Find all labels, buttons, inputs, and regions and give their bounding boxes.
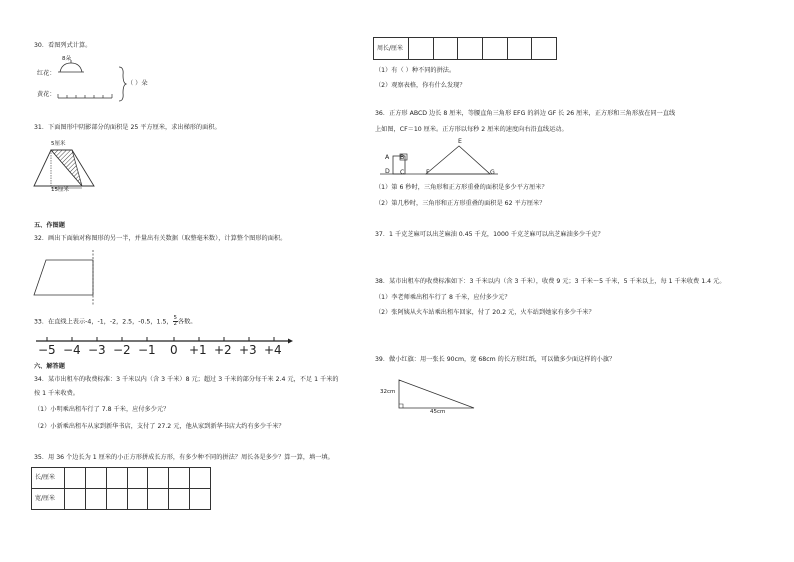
q30-yellow-label: 黄花： xyxy=(37,91,56,98)
q33-text xyxy=(34,316,196,327)
q36-label-g: G xyxy=(490,169,495,176)
q38-line1: 38．某市出租车的收费标准如下：3 千米以内（含 3 千米），收费 9 元；3 千米～5 千米，5 千米以上，每 1 千米收费 1.4 元。 xyxy=(375,278,726,285)
q35-cell[interactable] xyxy=(190,468,211,489)
q31-bottom-dim: 15厘米 xyxy=(51,187,69,193)
q36-sub1: （1）第 6 秒时，三角形和正方形重叠的面积是多少平方厘米？ xyxy=(375,184,548,191)
q31-title: 31．下面图形中阴影部分的面积是 25 平方厘米，求出梯形的面积。 xyxy=(34,124,221,131)
q36-line1: 36．正方形 ABCD 边长 8 厘米，等腰直角三角形 EFG 的斜边 GF 长 26 厘米，正方形和三角形放在同一直线 xyxy=(375,110,676,117)
q30-red-label: 红花： xyxy=(37,70,56,77)
section-6-heading: 六、解答题 xyxy=(34,363,65,370)
q34-sub2: （2）小新乘出租车从家到新华书店，支付了 27.2 元，他从家到新华书店大约有多少千米？ xyxy=(34,423,285,430)
q35-cell[interactable] xyxy=(148,468,169,489)
q32-half-figure xyxy=(30,250,100,308)
q30-title: 30．看图列式计算。 xyxy=(34,42,92,49)
perimeter-cell[interactable] xyxy=(482,38,507,60)
q33-frac-den: 2 xyxy=(173,321,177,328)
perimeter-row-header: 周长/厘米 xyxy=(374,38,409,60)
q38-sub2: （2）张阿姨从火车站乘出租车回家，付了 20.2 元，火车站到她家有多少千米？ xyxy=(375,309,595,316)
q36-line2: 上如图，CF＝10 厘米。正方形以每秒 2 厘米的速度向右沿直线运动。 xyxy=(375,126,568,133)
q35-cell[interactable] xyxy=(169,489,190,510)
q36-figure xyxy=(380,144,500,178)
q36-label-b: B xyxy=(400,154,405,161)
q33-frac-num: 5 xyxy=(173,315,177,321)
q32-text: 32．画出下面轴对称图形的另一半，并量出有关数据（取整毫米数），计算整个图形的面积。 xyxy=(34,235,287,242)
q39-base-label: 45cm xyxy=(430,409,446,415)
q36-label-e: E xyxy=(458,138,462,145)
q35-row-length-header: 长/厘米 xyxy=(32,468,65,489)
perimeter-cell[interactable] xyxy=(433,38,458,60)
q33-label-m5: −5 xyxy=(38,343,56,357)
q35-cell[interactable] xyxy=(65,489,86,510)
q35-cell[interactable] xyxy=(65,468,86,489)
q35-table xyxy=(31,467,211,510)
q33-label-m2: −2 xyxy=(113,343,131,357)
q33-label-m3: −3 xyxy=(88,343,106,357)
q33-label-p4: +4 xyxy=(264,343,282,357)
q35-cell[interactable] xyxy=(85,489,106,510)
q31-top-dim: 5厘米 xyxy=(51,141,66,147)
q36-label-c: C xyxy=(400,169,405,176)
q35-cell[interactable] xyxy=(190,489,211,510)
q35-cell[interactable] xyxy=(85,468,106,489)
perimeter-table xyxy=(373,37,557,60)
q34-line1: 34．某市出租车的收费标准：3 千米以内（含 3 千米）8 元；超过 3 千米的部分每千米 2.4 元，不足 1 千米的 xyxy=(34,376,339,383)
q30-top-note: 8朵 xyxy=(62,56,71,62)
q35-sub2: （2）观察表格，你有什么发现？ xyxy=(375,82,466,89)
q33-label-m1: −1 xyxy=(138,343,156,357)
q34-line2: 按 1 千米收费。 xyxy=(34,390,79,397)
q34-sub1: （1）小明乘出租车行了 7.8 千米，应付多少元？ xyxy=(34,406,170,413)
section-5-heading: 五、作图题 xyxy=(34,222,65,229)
q39-side-label: 32cm xyxy=(380,389,396,395)
q35-text: 35．用 36 个边长为 1 厘米的小正方形拼成长方形，有多少种不同的拼法？周长各是多少？算一算，填一填。 xyxy=(34,454,334,461)
q39-text: 39．做小红旗：用一张长 90cm，宽 68cm 的长方形红纸，可以做多少面这样的小旗？ xyxy=(375,356,616,363)
q35-cell[interactable] xyxy=(106,489,127,510)
q30-yellow-bar xyxy=(58,92,114,100)
perimeter-cell[interactable] xyxy=(409,38,434,60)
q39-triangle-figure xyxy=(396,378,478,410)
q35-row-width-header: 宽/厘米 xyxy=(32,489,65,510)
q33-label-0: 0 xyxy=(170,343,178,357)
q30-brace-answer: （ ）朵 xyxy=(127,80,148,87)
q35-cell[interactable] xyxy=(106,468,127,489)
q30-red-flower-figure xyxy=(56,60,86,74)
q35-cell[interactable] xyxy=(148,489,169,510)
q33-label-p2: +2 xyxy=(214,343,232,357)
perimeter-cell[interactable] xyxy=(458,38,483,60)
q33-text-main: 33．在直线上表示-4，-1，-2，2.5，-0.5，1.5， xyxy=(34,318,173,326)
q35-cell[interactable] xyxy=(127,489,148,510)
q36-sub2: （2）第几秒时，三角形和正方形重叠的面积是 62 平方厘米？ xyxy=(375,200,546,207)
q35-cell[interactable] xyxy=(169,468,190,489)
q30-brace xyxy=(118,66,126,102)
q36-label-a: A xyxy=(385,154,390,161)
q35-cell[interactable] xyxy=(127,468,148,489)
q38-sub1: （1）李老师乘出租车行了 8 千米，应付多少元？ xyxy=(375,294,511,301)
q33-label-p1: +1 xyxy=(189,343,207,357)
q33-label-m4: −4 xyxy=(63,343,81,357)
perimeter-cell[interactable] xyxy=(532,38,557,60)
perimeter-cell[interactable] xyxy=(507,38,532,60)
q37-text: 37．1 千克芝麻可以出芝麻油 0.45 千克，1000 千克芝麻可以出芝麻油多少千克？ xyxy=(375,231,604,238)
q36-label-f: F xyxy=(426,169,430,176)
q33-label-p3: +3 xyxy=(239,343,257,357)
q36-label-d: D xyxy=(385,168,390,175)
q33-text-after: 各数。 xyxy=(177,318,197,326)
q35-sub1: （1）有（ ）种不同的拼法。 xyxy=(375,67,456,74)
